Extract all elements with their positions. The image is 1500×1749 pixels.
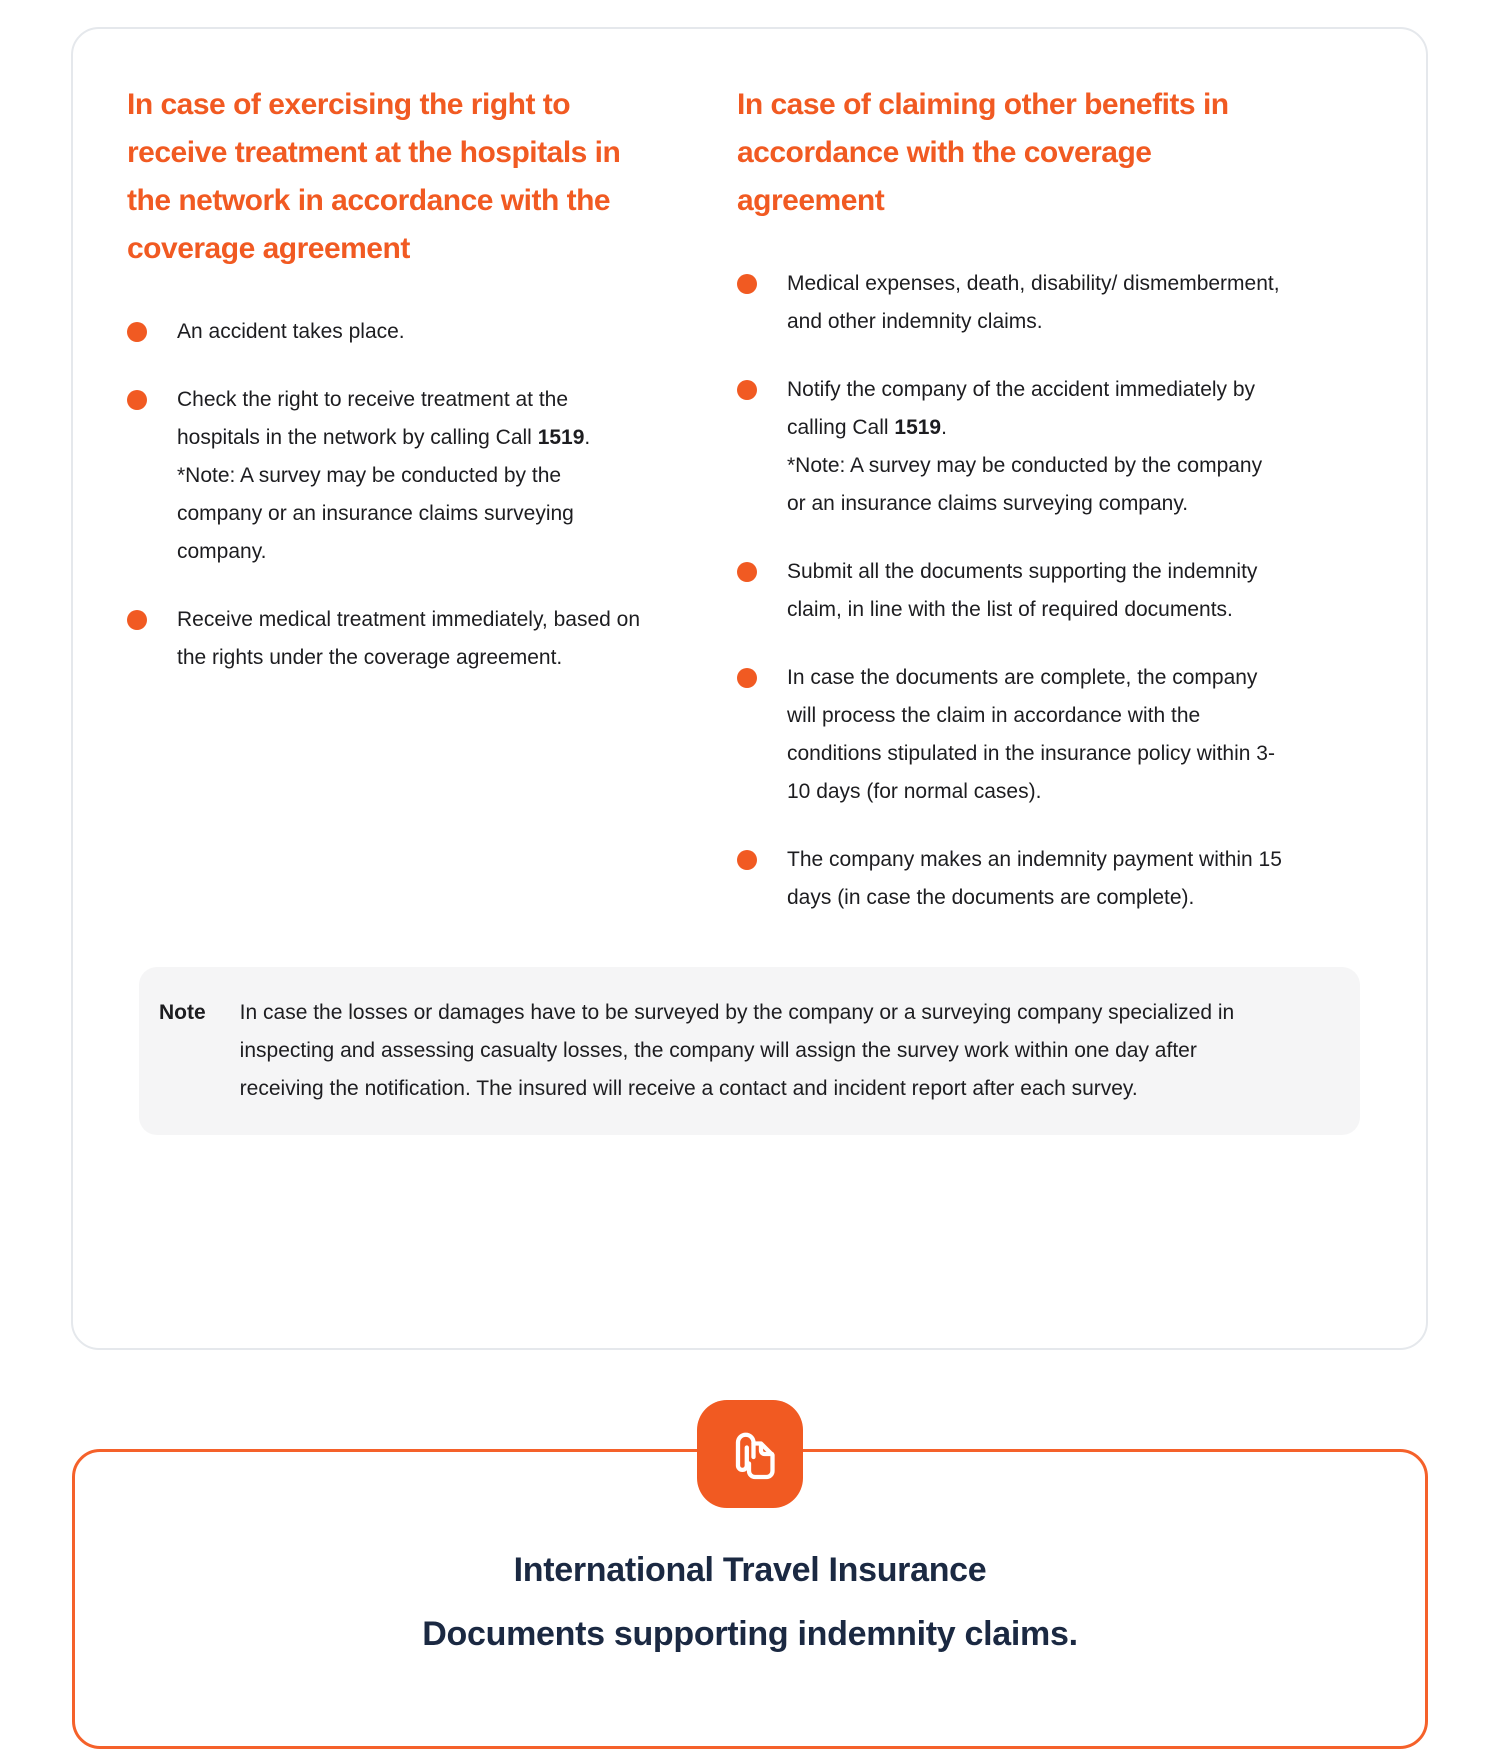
list-item [737,265,1282,341]
step-text [787,553,1282,629]
step-text-segment: Receive medical treatment immediately, based on the rights under the coverage agreement. [177,608,640,669]
hospital-network-steps [127,313,644,677]
step-text [177,601,644,677]
documents-card-title-line1: International Travel Insurance [513,1551,987,1589]
step-text-segment: The company makes an indemnity payment within 15 days (in case the documents are complete). [787,848,1282,909]
other-benefits-steps [737,265,1282,917]
documents-card-title [75,1538,1425,1666]
step-text [177,381,644,571]
list-item [127,313,644,351]
bullet-dot-icon [127,390,147,410]
step-text [787,371,1282,523]
hotline-number: 1519 [537,426,585,449]
step-text-segment: . [941,416,947,439]
note-text: In case the losses or damages have to be surveyed by the company or a surveying company specialized in inspecting and assessing casualty losses, the company will assign the survey work within one day after receiving the notification. The insured will receive a contact and incident report after each survey. [239,1001,1235,1100]
step-text-segment: Notify the company of the accident immediately by calling Call [787,378,1256,439]
bullet-dot-icon [737,274,757,294]
section-hospital-network [127,81,644,677]
list-item [737,841,1282,917]
step-text [787,265,1282,341]
step-text-segment: Medical expenses, death, disability/ dismemberment, and other indemnity claims. [787,272,1280,333]
step-note-line: *Note: A survey may be conducted by the company or an insurance claims surveying company. [787,454,1263,515]
other-benefits-heading: In case of claiming other benefits in accordance with the coverage agreement [737,88,1229,217]
claims-procedure-card [71,27,1428,1350]
list-item [127,381,644,571]
hospital-network-heading: In case of exercising the right to receive treatment at the hospitals in the network in accordance with the coverage agreement [127,88,621,265]
bullet-dot-icon [127,610,147,630]
attachment-badge [697,1400,803,1508]
step-text-segment: In case the documents are complete, the company will process the claim in accordance with the conditions stipulated in the insurance policy within 3-10 days (for normal cases). [787,666,1275,803]
step-text-segment: . *Note: A survey may be conducted by the company or an insurance claims surveying company. [177,426,591,563]
step-text [177,313,405,351]
step-text-segment: Submit all the documents supporting the indemnity claim, in line with the list of required documents. [787,560,1258,621]
bullet-dot-icon [737,562,757,582]
hotline-number: 1519 [894,416,942,439]
step-text-segment: Check the right to receive treatment at the hospitals in the network by calling Call [177,388,569,449]
documents-card-title-line2: Documents supporting indemnity claims. [422,1615,1078,1653]
list-item [737,659,1282,811]
list-item [127,601,644,677]
section-other-benefits [737,81,1282,917]
bullet-dot-icon [737,380,757,400]
list-item [737,553,1282,629]
note-label: Note [159,1001,206,1024]
step-text-segment: An accident takes place. [177,320,405,343]
paperclip-document-icon [718,1422,782,1486]
list-item [737,371,1282,523]
step-text [787,659,1282,811]
bullet-dot-icon [737,850,757,870]
bullet-dot-icon [127,322,147,342]
step-text [787,841,1282,917]
claims-columns [73,29,1426,917]
bullet-dot-icon [737,668,757,688]
note-box [139,967,1360,1135]
